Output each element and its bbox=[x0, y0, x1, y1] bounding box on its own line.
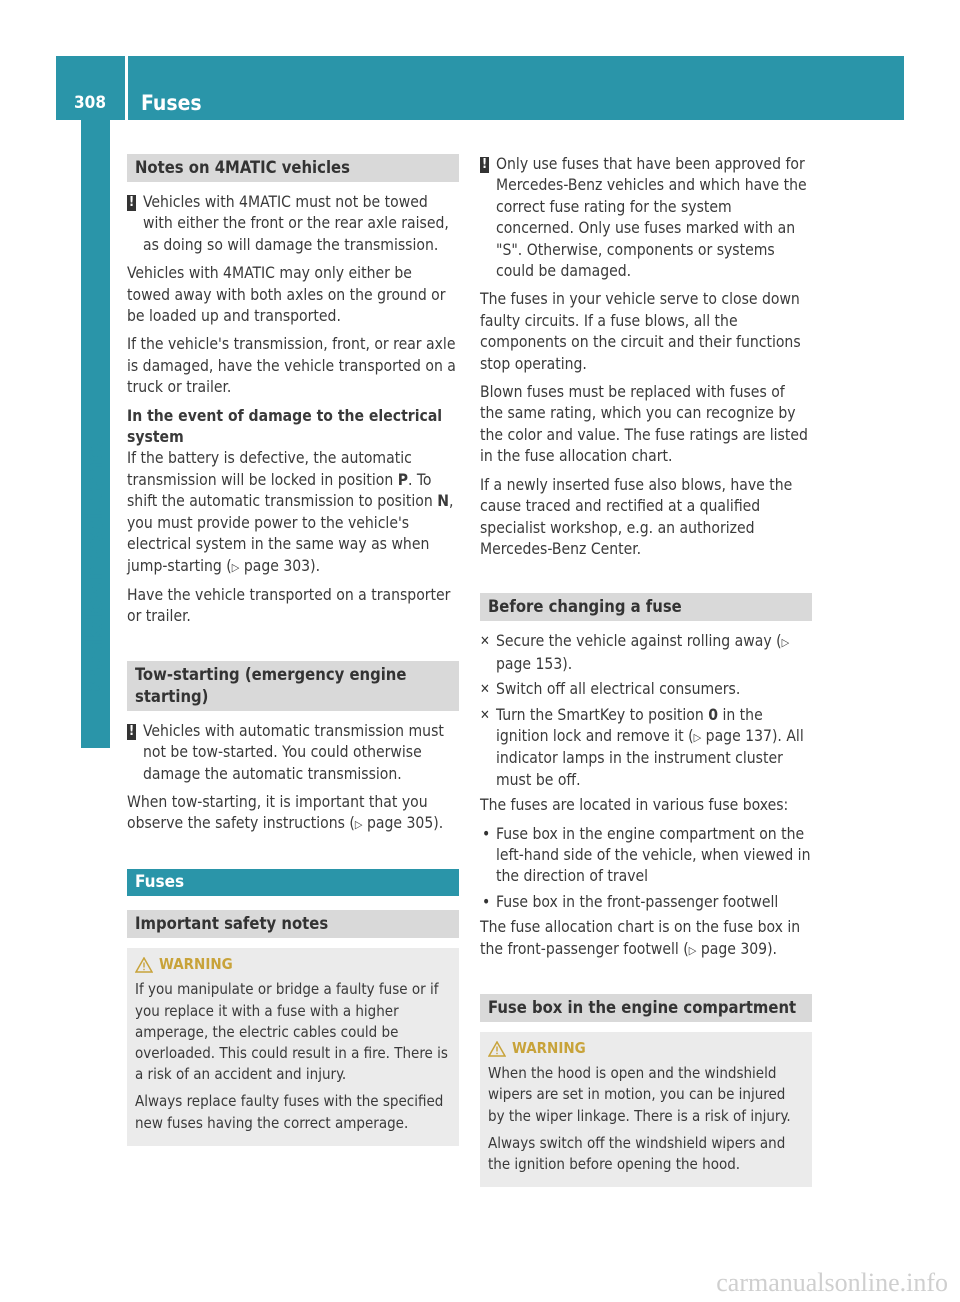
page-ref-link[interactable]: page 137). All indicator lamps in the instrument cluster must be off. bbox=[496, 726, 804, 789]
warning-text: Always switch off the windshield wipers and the ignition before opening the hood. bbox=[488, 1133, 786, 1174]
page-ref-link[interactable]: page 309). bbox=[700, 939, 778, 958]
exclamation-icon: ! bbox=[128, 723, 135, 739]
page-ref-link[interactable]: page 303). bbox=[243, 556, 321, 575]
warning-text: When the hood is open and the windshield wipers are set in motion, you can be injured by the wiper linkage. There is a risk of injury. bbox=[488, 1064, 791, 1125]
side-tab-label: Breakdown assistance bbox=[82, 435, 108, 696]
note-4matic: ! Vehicles with 4MATIC must not be towed with either the front or the rear axle raised, as doing so will damage the transmission. bbox=[128, 193, 449, 254]
step-item: ✕ Secure the vehicle against rolling away (▷ page 153). bbox=[480, 632, 790, 673]
warning-label: WARNING bbox=[512, 1039, 586, 1057]
paragraph: The fuses are located in various fuse boxes: bbox=[480, 796, 789, 815]
exclamation-icon: ! bbox=[481, 157, 488, 172]
section-heading-safety: Important safety notes bbox=[127, 910, 459, 938]
paragraph: If a newly inserted fuse also blows, have the cause traced and rectified at a qualified specialist workshop, e.g. an authorized Mercedes-Benz Center. bbox=[480, 475, 793, 558]
paragraph: Vehicles with 4MATIC may only either be towed away with both axles on the ground or be loaded up and transported. bbox=[127, 264, 446, 326]
paragraph-battery: If the battery is defective, the automatic transmission will be locked in position P. To shift the automatic transmission to position N, you must provide power to the vehicle's electrical system in the same way as when jump-starting (▷ page 303). bbox=[127, 449, 454, 575]
right-column bbox=[480, 154, 812, 1187]
paragraph: Blown fuses must be replaced with fuses of the same rating, which you can recognize by the color and value. The fuse ratings are listed in the fuse allocation chart. bbox=[480, 383, 808, 466]
step-item: ✕ Switch off all electrical consumers. bbox=[480, 679, 812, 700]
bullet-item: • Fuse box in the front-passenger footwell bbox=[482, 892, 779, 911]
page-ref-link[interactable]: page 305). bbox=[366, 814, 444, 833]
page-title: Fuses bbox=[141, 91, 202, 115]
warning-box-fuses bbox=[127, 948, 459, 1146]
warning-box-hood bbox=[480, 1032, 812, 1187]
warning-triangle-icon bbox=[135, 957, 153, 973]
chapter-heading-fuses: Fuses bbox=[127, 869, 459, 896]
paragraph-tow: When tow-starting, it is important that you observe the safety instructions (▷ page 305). bbox=[127, 792, 444, 833]
arrow-right-icon: ✕ bbox=[480, 707, 490, 723]
paragraph: The fuses in your vehicle serve to close down faulty circuits. If a fuse blows, all the components on the circuit and their functions stop operating. bbox=[480, 290, 801, 373]
left-column bbox=[127, 154, 459, 1146]
arrow-right-icon: ✕ bbox=[480, 634, 490, 650]
step-item: ✕ Turn the SmartKey to position 0 in the ignition lock and remove it (▷ page 137). All indicator lamps in the instrument cluster must be off. bbox=[480, 705, 804, 789]
page-ref-link[interactable]: page 153). bbox=[496, 654, 573, 673]
page-ref-triangle-icon: ▷ bbox=[354, 818, 363, 832]
paragraph-allocation: The fuse allocation chart is on the fuse box in the front-passenger footwell (▷ page 309). bbox=[480, 918, 801, 958]
page-ref-triangle-icon: ▷ bbox=[688, 943, 697, 957]
page-ref-triangle-icon: ▷ bbox=[781, 636, 790, 650]
section-heading-4matic: Notes on 4MATIC vehicles bbox=[127, 154, 459, 182]
header-divider bbox=[125, 56, 128, 120]
page-number: 308 bbox=[74, 93, 106, 113]
bullet-item: • Fuse box in the engine compartment on the left-hand side of the vehicle, when viewed in the direction of travel bbox=[482, 824, 811, 886]
warning-label: WARNING bbox=[159, 955, 233, 974]
warning-triangle-icon bbox=[488, 1041, 506, 1057]
note-approved-fuses: ! Only use fuses that have been approved for Mercedes-Benz vehicles and which have the correct fuse rating for the system concerned. Only use fuses marked with an "S". Otherwise, components or systems could be damaged. bbox=[481, 155, 807, 281]
section-heading-before-changing: Before changing a fuse bbox=[480, 593, 812, 621]
footer-watermark: carmanualsonline.info bbox=[716, 1268, 948, 1297]
arrow-right-icon: ✕ bbox=[480, 682, 490, 698]
paragraph: Have the vehicle transported on a transporter or trailer. bbox=[127, 585, 451, 626]
warning-text: Always replace faulty fuses with the specified new fuses having the correct amperage. bbox=[135, 1092, 444, 1132]
paragraph: If the vehicle's transmission, front, or rear axle is damaged, have the vehicle transported on a truck or trailer. bbox=[127, 335, 456, 397]
section-heading-tow-starting: Tow-starting (emergency engine starting) bbox=[127, 661, 459, 711]
exclamation-icon: ! bbox=[128, 195, 135, 210]
page-ref-triangle-icon: ▷ bbox=[231, 560, 240, 574]
note-tow-starting: ! Vehicles with automatic transmission must not be tow-started. You could otherwise damage the automatic transmission. bbox=[128, 721, 444, 783]
page-ref-triangle-icon: ▷ bbox=[693, 730, 702, 744]
section-heading-engine-fusebox: Fuse box in the engine compartment bbox=[480, 994, 812, 1022]
subheading-electrical: In the event of damage to the electrical system bbox=[127, 406, 443, 447]
warning-text: If you manipulate or bridge a faulty fuse or if you replace it with a fuse with a higher amperage, the electric cables could be overloaded. This could result in a fire. There is a risk of an accident and injury. bbox=[135, 980, 448, 1084]
